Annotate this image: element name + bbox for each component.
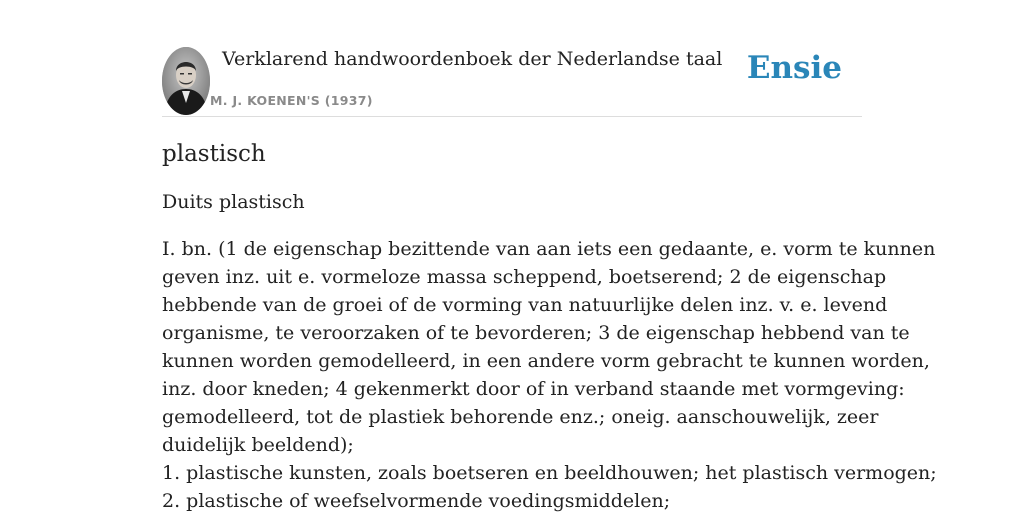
book-author: M. J. KOENEN'S (1937) (210, 93, 373, 108)
dictionary-entry (162, 136, 937, 512)
author-portrait-icon (162, 47, 210, 115)
definition-line: 1. plastische kunsten, zoals boetseren en beeldhouwen; het plastisch vermogen; (162, 462, 937, 484)
definition-line: inz. door kneden; 4 gekenmerkt door of in verband staande met vormgeving: (162, 378, 905, 400)
definition-line: duidelijk beeldend); (162, 434, 354, 456)
dictionary-header (162, 46, 862, 117)
entry-etymology: Duits plastisch (162, 191, 305, 213)
definition-line: 2. plastische of weefselvormende voedingsmiddelen; (162, 490, 671, 512)
definition-line: hebbende van de groei of de vorming van natuurlijke delen inz. v. e. levend (162, 294, 888, 316)
definition-line: geven inz. uit e. vormeloze massa scheppend, boetserend; 2 de eigenschap (162, 266, 887, 288)
entry-definition (162, 235, 937, 512)
author-portrait-graphic (162, 47, 210, 115)
book-title[interactable]: Verklarend handwoordenboek der Nederlandse taal (222, 48, 723, 70)
definition-line: organisme, te veroorzaken of te bevorderen; 3 de eigenschap hebbend van te (162, 322, 910, 344)
entry-headword: plastisch (162, 141, 266, 167)
definition-line: gemodelleerd, tot de plastiek behorende enz.; oneig. aanschouwelijk, zeer (162, 406, 879, 428)
definition-line: kunnen worden gemodelleerd, in een andere vorm gebracht te kunnen worden, (162, 350, 930, 372)
ensie-logo[interactable]: Ensie (746, 50, 842, 86)
definition-line: I. bn. (1 de eigenschap bezittende van aan iets een gedaante, e. vorm te kunnen (162, 238, 936, 260)
